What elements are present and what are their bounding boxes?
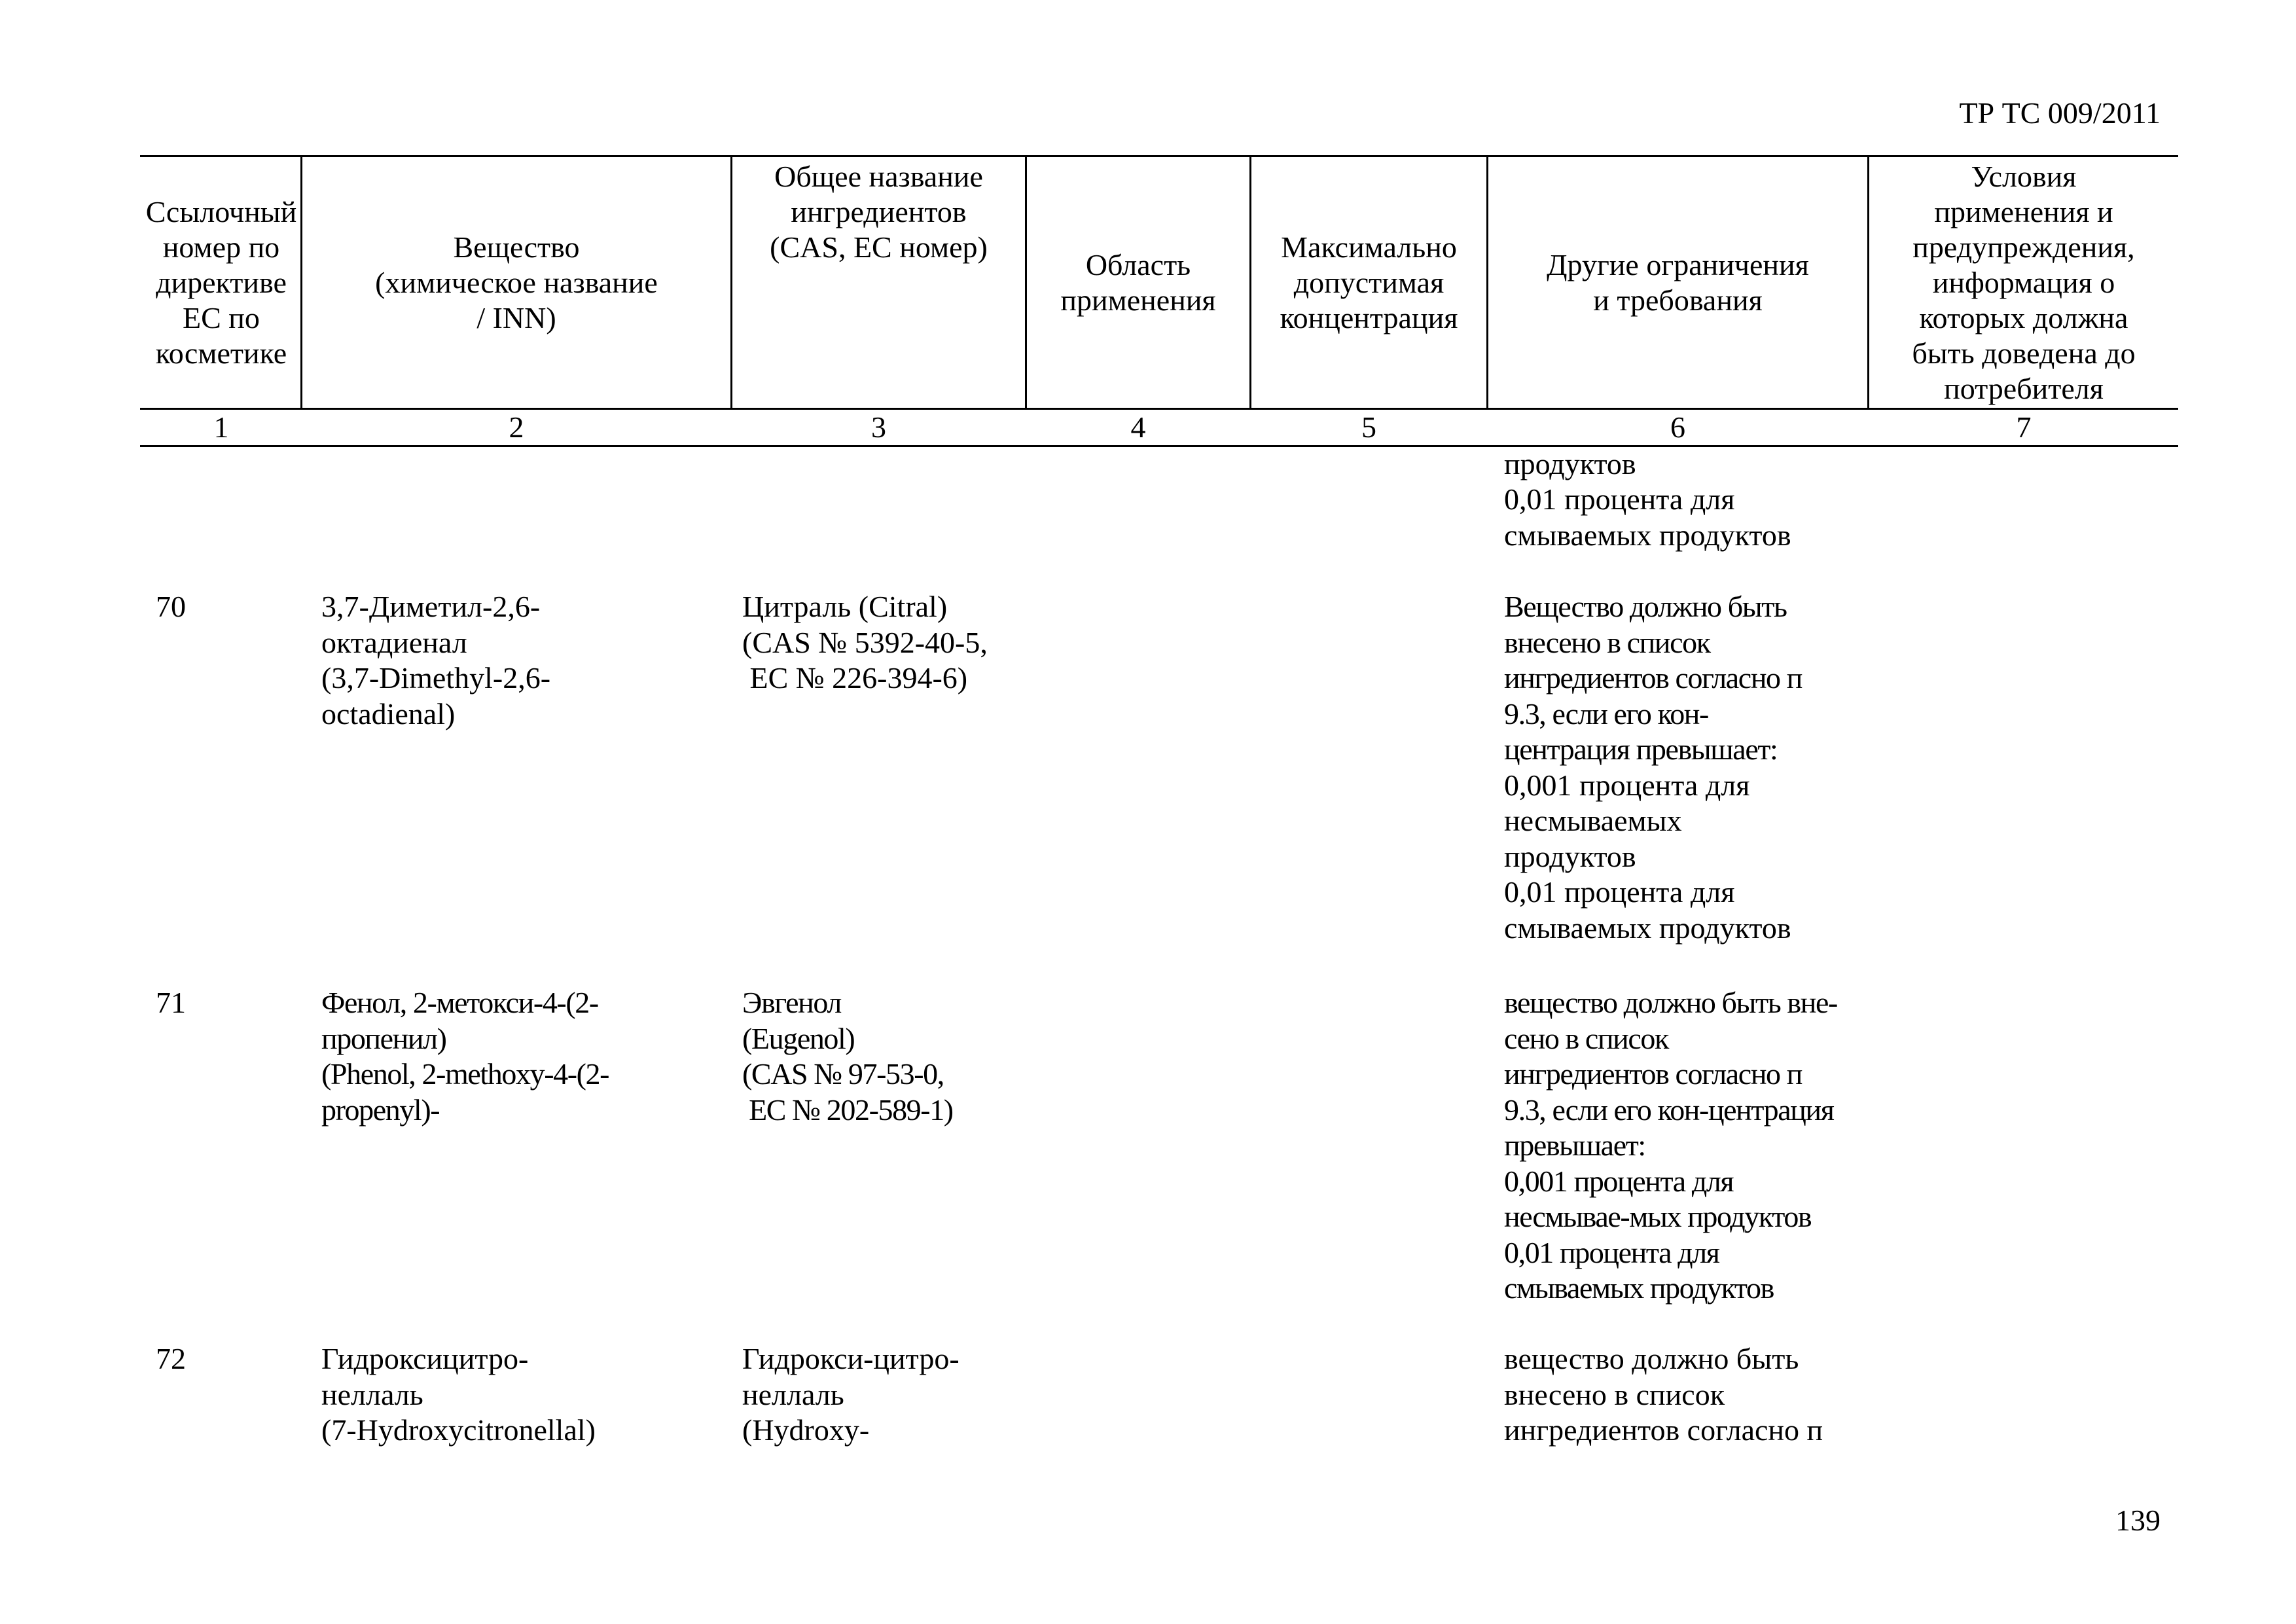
page-number: 139	[2115, 1504, 2161, 1537]
column-number-4: 4	[1130, 410, 1146, 444]
requirements-line: вещество должно быть	[1504, 1342, 1799, 1375]
requirements-line: 9.3, если его кон-	[1504, 697, 1708, 731]
substance-line: (Phenol, 2-methoxy-4-(2-	[321, 1057, 609, 1091]
column-number-1: 1	[213, 410, 229, 444]
column-number-5: 5	[1361, 410, 1376, 444]
requirements-line: 0,01 процента для	[1504, 875, 1735, 909]
substance-line: 3,7-Диметил-2,6-	[321, 590, 541, 623]
header-common-name: Общее название ингредиентов (CAS, ЕС номер)	[770, 160, 988, 264]
requirements-line: смываемых продуктов	[1504, 1271, 1774, 1305]
number-row-bottom-rule	[140, 445, 2178, 447]
requirements-line: ингредиентов согласно п	[1504, 1413, 1823, 1447]
substance-line: (3,7-Dimethyl-2,6-	[321, 661, 551, 695]
requirements-line: 0,01 процента для	[1504, 1236, 1719, 1269]
text-line: 0,01 процента для	[1504, 482, 1735, 516]
requirements-line: Вещество должно быть	[1504, 590, 1787, 623]
header-conditions-warnings: Условия применения и предупреждения, информация о которых должна быть доведена до потребителя	[1912, 159, 2136, 405]
text-line: смываемых продуктов	[1504, 518, 1791, 552]
common-name-line: Гидрокси-цитро-	[742, 1342, 960, 1375]
requirements-line: ингредиентов согласно п	[1504, 1057, 1802, 1091]
requirements-line: несмываемых	[1504, 804, 1682, 837]
row-ref-number: 72	[156, 1342, 186, 1375]
text-line: продуктов	[1504, 447, 1636, 480]
row-ref-number: 71	[156, 986, 186, 1019]
common-name-line: неллаль	[742, 1378, 844, 1411]
requirements-line: продуктов	[1504, 840, 1636, 873]
substance-line: octadienal)	[321, 697, 456, 731]
common-name-line: Эвгенол	[742, 986, 841, 1019]
requirements-line: сено в список	[1504, 1022, 1668, 1055]
requirements-line: превышает:	[1504, 1128, 1645, 1162]
header-substance: Вещество (химическое название / INN)	[375, 230, 658, 334]
requirements-line: несмывае-мых продуктов	[1504, 1200, 1812, 1233]
common-name-line: (Eugenol)	[742, 1022, 855, 1055]
requirements-line: внесено в список	[1504, 1378, 1725, 1411]
common-name-line: (CAS № 5392-40-5,	[742, 626, 988, 659]
requirements-line: 0,001 процента для	[1504, 1164, 1734, 1198]
row-ref-number: 70	[156, 590, 186, 623]
common-name-line: (CAS № 97-53-0,	[742, 1057, 944, 1091]
common-name-line: Цитраль (Citral)	[742, 590, 948, 623]
substance-line: октадиенал	[321, 626, 467, 659]
common-name-line: ЕС № 202-589-1)	[742, 1093, 953, 1127]
column-number-2: 2	[509, 410, 524, 444]
column-number-6: 6	[1670, 410, 1685, 444]
header-ref-number: Ссылочный номер по директиве ЕС по косметике	[145, 194, 297, 370]
common-name-line: (Hydroxy-	[742, 1413, 870, 1447]
column-number-3: 3	[871, 410, 886, 444]
header-max-concentration: Максимально допустимая концентрация	[1280, 230, 1458, 334]
requirements-line: центрация превышает:	[1504, 732, 1778, 766]
header-application-area: Область применения	[1060, 247, 1216, 317]
requirements-line: внесено в список	[1504, 626, 1710, 659]
requirements-line: 9.3, если его кон-центрация	[1504, 1093, 1834, 1127]
header-bottom-rule	[140, 408, 2178, 410]
requirements-line: 0,001 процента для	[1504, 768, 1750, 802]
substance-line: пропенил)	[321, 1022, 446, 1055]
column-number-7: 7	[2016, 410, 2032, 444]
substance-line: propenyl)-	[321, 1093, 440, 1127]
requirements-line: вещество должно быть вне-	[1504, 986, 1837, 1019]
substance-line: (7-Hydroxycitronellal)	[321, 1413, 596, 1447]
substance-line: Гидроксицитро-	[321, 1342, 529, 1375]
common-name-line: ЕС № 226-394-6)	[742, 661, 968, 695]
requirements-line: ингредиентов согласно п	[1504, 661, 1802, 695]
requirements-line: смываемых продуктов	[1504, 911, 1791, 945]
substance-line: Фенол, 2-метокси-4-(2-	[321, 986, 598, 1019]
substance-line: неллаль	[321, 1378, 423, 1411]
header-other-requirements: Другие ограничения и требования	[1547, 247, 1809, 317]
document-code: ТР ТС 009/2011	[1959, 96, 2161, 130]
